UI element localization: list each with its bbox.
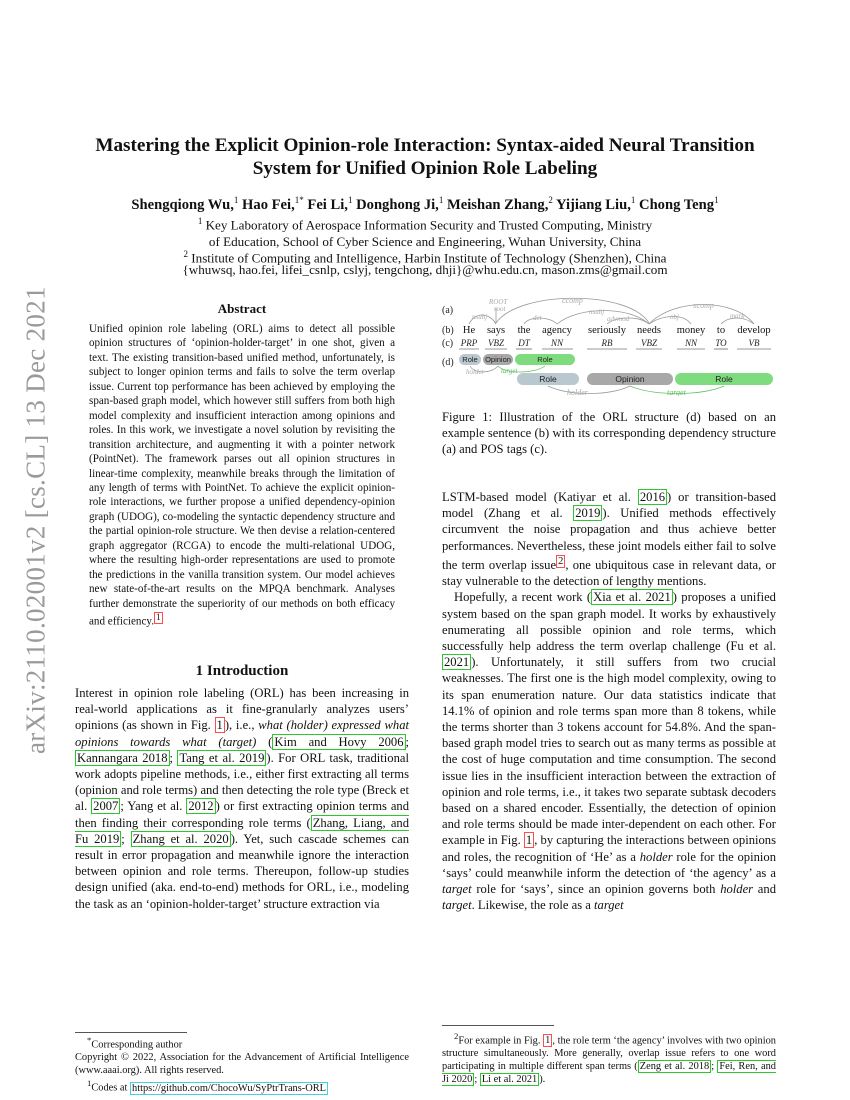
author: Meishan Zhang,$^2$	[447, 195, 553, 213]
abstract-heading: Abstract	[217, 301, 267, 316]
affiliation-2: $^2$ Institute of Computing and Intelligence, Harbin Institute of Technology (Shenzhen), China	[183, 249, 667, 266]
pos-tag: VBZ	[640, 338, 658, 348]
svg-text:Role: Role	[462, 355, 478, 364]
token: develop	[737, 325, 771, 336]
citation-link[interactable]: Zeng et al. 2018	[639, 1061, 710, 1073]
intro-paragraph: Interest in opinion role labeling (ORL) has been increasing in real-world applications as it fine-granularly analyzes users’ opinions (as shown in Fig. 1 ), i.e., what (holder) expressed what opinions towards what (target) ( Kim and Hovy 2006 ; Kannangara 2018 ; Tang et al. 2019 ). For ORL task, traditional work adopts pipeline methods, i.e., either first extracting all terms (opinion and role terms) and then detecting the role type (Breck et al. 2007 ; Yang et al. 2012 ) or first extracting opinion terms and then finding their corresponding role terms ( Zhang, Liang, and Fu 2019 ; Zhang et al. 2020 ). Yet, such cascade schemes can result in error propagation and meanwhile ignore the interaction between opinion and role terms. Thereupon, follow-up studies design unified (aka. end-to-end) methods for ORL, i.e., modeling the task as an ‘opinion-holder-target’ structure extraction via	[75, 686, 410, 911]
arc-label: det	[533, 314, 542, 322]
svg-text:Opinion: Opinion	[615, 374, 645, 384]
row-label: (a)	[442, 305, 454, 316]
pos-tag: TO	[715, 338, 727, 348]
citation-link[interactable]: 2021	[444, 655, 470, 670]
pos-tag: VBZ	[487, 338, 505, 348]
citation-link[interactable]: 2012	[188, 799, 214, 814]
arc-label: nsubj	[589, 308, 605, 316]
right-footnote: $^2$For example in Fig. 1 , the role term ‘the agency’ involves with two opinion structure simultaneously. More generally, overlap issue refers to one word participating in multiple different span terms ( Zeng et al. 2018 ; Fei, Ren, and Ji 2020 ; Li et al. 2021 ).	[442, 1031, 776, 1086]
left-footnotes: *Corresponding author Copyright © 2022, Association for the Advancement of Artificial Intelligence (www.aaai.org). All rights reserved. $^1$Codes at https://github.com/ChocoWu/SyPtrTrans-ORL	[75, 1035, 409, 1094]
token: agency	[542, 325, 572, 336]
svg-text:target: target	[501, 367, 518, 375]
svg-text:holder: holder	[466, 368, 485, 376]
citation-link[interactable]: Kannangara 2018	[77, 750, 168, 765]
arc-label: nsubj	[472, 313, 488, 321]
token: says	[486, 325, 506, 336]
arc-label: xcomp	[693, 301, 714, 310]
arc-label: ROOT	[489, 298, 508, 306]
token: needs	[637, 325, 661, 336]
author: Donghong Ji,$^1$	[356, 195, 444, 213]
figure-ref-link[interactable]: 1	[545, 1035, 551, 1047]
citation-link[interactable]: 2016	[639, 490, 666, 504]
token: to	[716, 325, 726, 336]
citation-link[interactable]: Tang et al. 2019	[179, 750, 265, 765]
token: money	[676, 325, 706, 336]
orl-structure-diagram	[439, 296, 779, 396]
row-label: (b)	[442, 325, 454, 336]
footnote-link[interactable]: 2	[558, 555, 564, 567]
arxiv-side-stamp: arXiv:2110.02001v2 [cs.CL] 13 Dec 2021	[20, 286, 51, 754]
citation-link[interactable]: Li et al. 2021	[481, 1074, 538, 1086]
pos-tag: NN	[684, 338, 698, 348]
author: Fei Li,$^1$	[307, 195, 353, 213]
author-emails: {whuwsq, hao.fei, lifei_csnlp, cslyj, tengchong, dhji}@whu.edu.cn, mason.zms@gmail.com	[182, 262, 668, 277]
figure-1-caption: Figure 1: Illustration of the ORL structure (d) based on an example sentence (b) with its corresponding dependency structure (a) and POS tags (c).	[442, 410, 776, 457]
citation-link[interactable]: 2007	[93, 799, 119, 814]
pos-tag: VB	[748, 338, 760, 348]
citation-link[interactable]: Zhang, Liang, and Fu 2019	[75, 815, 410, 846]
token: He	[462, 325, 476, 336]
row-label: (d)	[442, 357, 454, 368]
arc-label: root	[494, 305, 506, 313]
abstract-text: Unified opinion role labeling (ORL) aims to detect all possible opinion structures of ‘opinion-holder-target’ in one shot, given a text. The existing transition-based unified method, unfortunately, is subject to longer opinion terms and fails to solve the term overlap issue. Current top performance has been achieved by employing the span-based graph model, which however still suffers from both high model complexity and insufficient interaction among opinions and roles. In this work, we investigate a novel solution by revisiting the transition architecture, and augmenting it with a pointer network (PointNet). The framework parses out all opinion structures in linear-time complexity, meanwhile breaks through the limitation of any length of terms with PointNet. To achieve the explicit opinion-role interactions, we further propose a unified dependency-opinion graph (UDOG), co-modeling the syntactic dependency structure and the partial opinion-role structure. We then devise a relation-centered graph aggregator (RCGA) to encode the multi-relational UDOG, where the resulting high-order representations are used to promote the predictions in the vanilla transition system. Our model achieves new state-of-the-art results on the MPQA benchmark. Analyses further demonstrate the superiority of our methods on both efficacy and efficiency. $^1$	[89, 323, 395, 628]
footnote-rule	[75, 1032, 187, 1033]
arc-label: ccomp	[562, 296, 583, 305]
figure-1	[439, 296, 779, 396]
pos-tag: DT	[518, 338, 530, 348]
svg-text:Role: Role	[537, 355, 553, 364]
pos-tag: RB	[601, 338, 613, 348]
row-label: (c)	[442, 338, 454, 349]
author: Chong Teng$^1$	[639, 195, 719, 213]
citation-link[interactable]: Kim and Hovy 2006	[274, 734, 404, 749]
paper-title: Mastering the Explicit Opinion-role Interaction: Syntax-aided Neural Transition System for Unified Opinion Role Labeling	[95, 135, 755, 179]
right-column-text: LSTM-based model (Katiyar et al. 2016 ) or transition-based model (Zhang et al. 2019 ). Unified methods effectively circumvent the noise propagation and thus achieve better performances. Nevertheless, these joint models either fail to solve the term overlap issue $^2$ , one ubiquitous case in relevant data, or stay vulnerable to the detection of lengthy mentions. Hopefully, a recent work ( Xia et al. 2021 ) proposes a unified system based on the span graph model. It works by exhaustively enumerating all possible opinion and role terms, which successfully help address the term overlap challenge (Fu et al. 2021 ). Unfortunately, it still suffers from two crucial weaknesses. The first one is the high model complexity, owing to its span enumeration nature. Our data statistics indicate that 14.1% of opinion and role terms span more than 8 tokens, while the terms shorter than 3 tokens account for 54.8%. And the span-based graph model tries to search out as many terms as possible at the cost of huge computation and time consumption. The second issue lies in the insufficient interaction between the extraction of opinion and role terms, i.e., it takes two separate subtask decoders based on a shared encoder. Essentially, the detection of opinion and role terms should be made inter-dependent on each other. For example in Fig. 1 , by capturing the interactions between opinions and roles, the recognition of ‘He’ as a holder role for the opinion ‘says’ could meanwhile inform the detection of ‘the agency’ as a target role for ‘says’, since an opinion governs both holder and target. Likewise, the role as a target	[442, 490, 777, 913]
token: the	[517, 325, 531, 336]
footnote-rule	[442, 1025, 554, 1026]
svg-text:target: target	[667, 388, 686, 396]
author: Shengqiong Wu,$^1$	[131, 195, 239, 213]
figure-ref-link[interactable]: 1	[525, 833, 533, 848]
author-list	[72, 191, 778, 214]
pos-tag: NN	[550, 338, 564, 348]
citation-link[interactable]: Fei, Ren, and Ji 2020	[442, 1061, 776, 1086]
author: Yijiang Liu,$^1$	[555, 195, 636, 213]
author: Hao Fei,$^{1*}$	[242, 195, 304, 213]
code-url-link[interactable]: https://github.com/ChocoWu/SyPtrTrans-ORL	[132, 1082, 327, 1094]
svg-text:Role: Role	[539, 374, 557, 384]
figure-ref-link[interactable]: 1	[216, 718, 223, 733]
footnote-link[interactable]: 1	[156, 613, 161, 624]
pos-tag: PRP	[460, 338, 478, 348]
arc-label: advmod	[607, 315, 630, 323]
citation-link[interactable]: Zhang et al. 2020	[132, 831, 229, 846]
affiliation-1: $^1$ Key Laboratory of Aerospace Information Security and Trusted Computing, Ministry of Education, School of Cyber Science and Engineering, Wuhan University, China	[197, 216, 653, 249]
svg-text:Role: Role	[715, 374, 733, 384]
arc-label: mark	[730, 312, 745, 320]
citation-link[interactable]: 2019	[575, 506, 601, 521]
token: seriously	[588, 325, 626, 336]
svg-text:Opinion: Opinion	[485, 355, 511, 364]
svg-text:holder: holder	[567, 388, 588, 396]
arc-label: obj	[670, 313, 679, 321]
section-heading-introduction: 1 Introduction	[195, 663, 289, 679]
citation-link[interactable]: Xia et al. 2021	[593, 590, 671, 605]
